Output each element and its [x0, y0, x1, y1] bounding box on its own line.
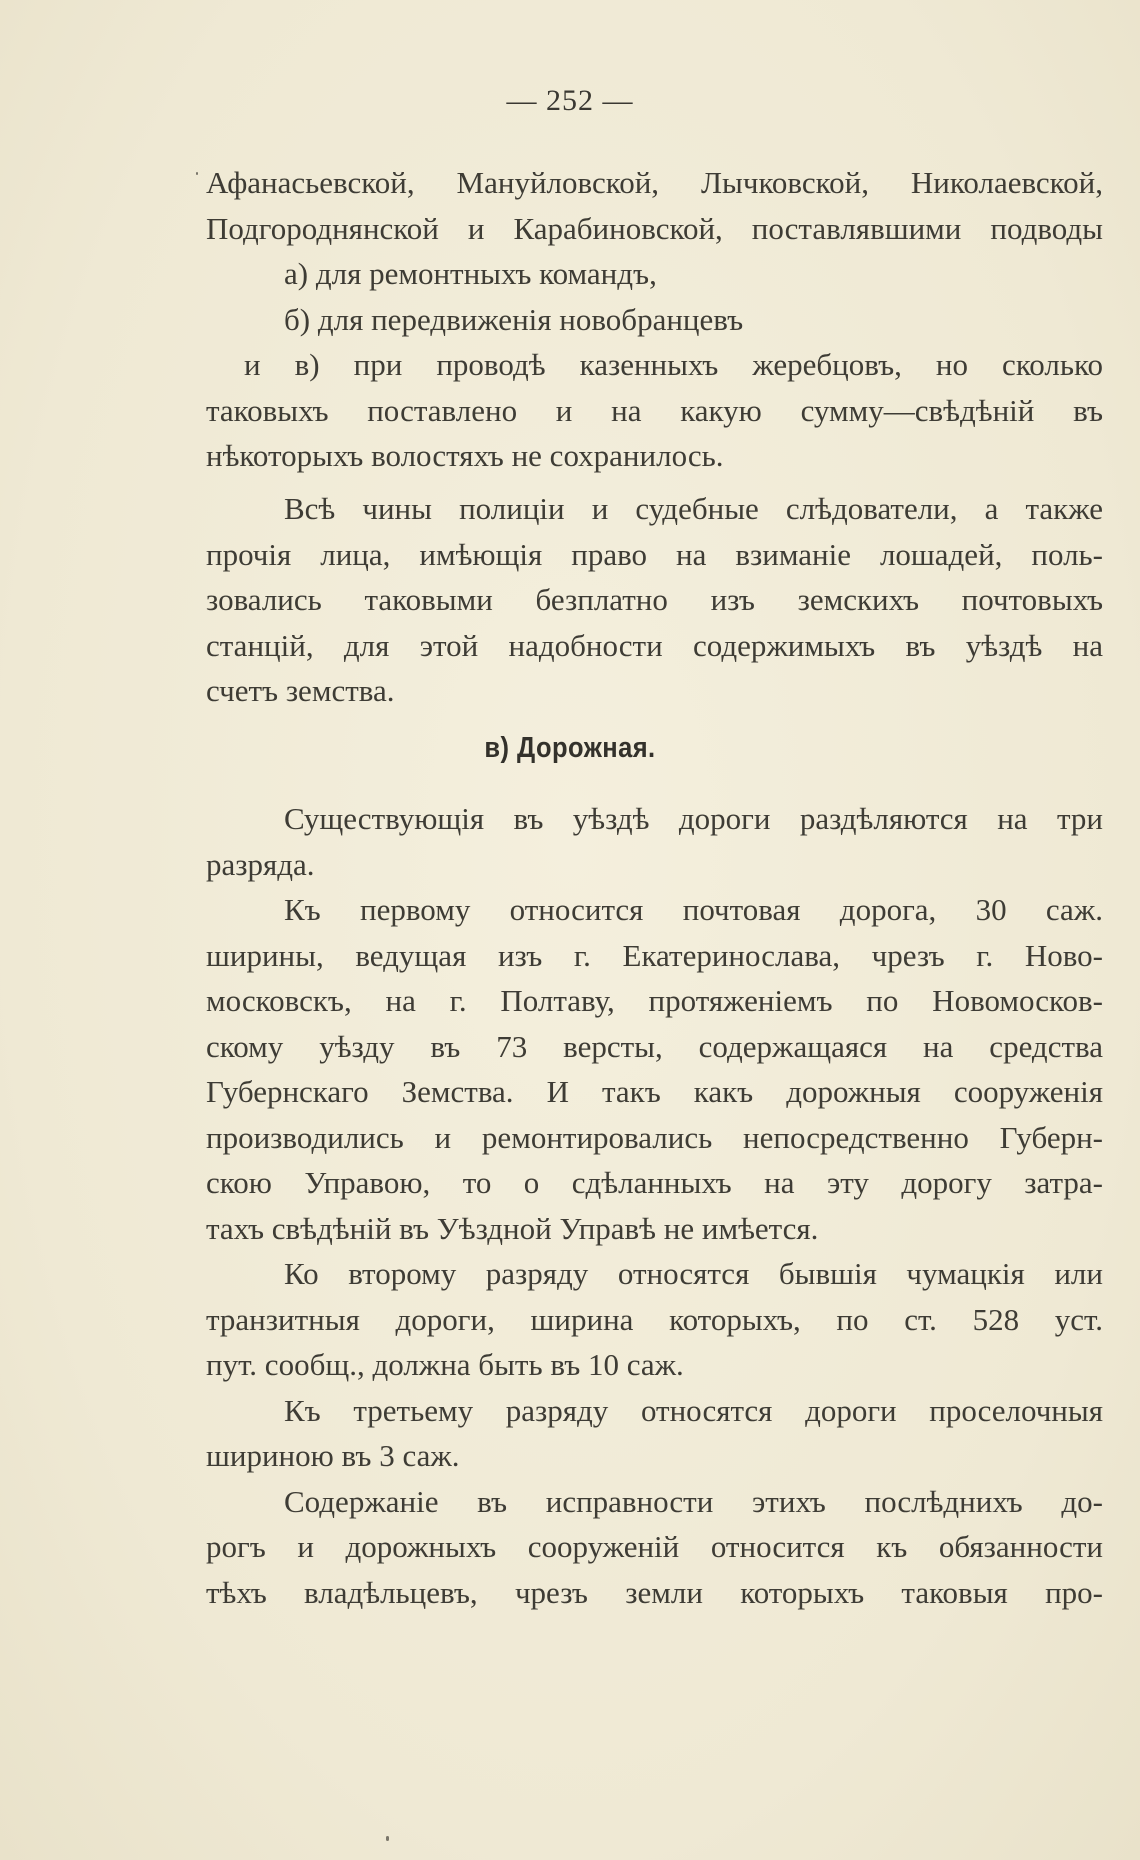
text-line: скому уѣзду въ 73 версты, содержащаяся на средства — [206, 1028, 1103, 1064]
text-line: Ко второму разряду относятся бывшія чумацкія или — [284, 1256, 1103, 1291]
paper-speck — [196, 172, 198, 175]
list-item-c: и в) при проводѣ казенныхъ жеребцовъ, но сколько — [244, 347, 1103, 382]
text-line: пут. сообщ., должна быть въ 10 саж. — [206, 1347, 684, 1382]
text-line: скою Управою, то о сдѣланныхъ на эту дорогу затра- — [206, 1165, 1103, 1200]
text-line: Содержаніе въ исправности этихъ послѣднихъ до- — [284, 1483, 1103, 1519]
paragraph-continuation — [206, 160, 1103, 479]
text-line: Всѣ чины полиціи и судебные слѣдователи, а также — [284, 491, 1103, 526]
text-line: транзитныя дороги, ширина которыхъ, по ст. 528 уст. — [206, 1301, 1103, 1337]
text-line: производились и ремонтировались непосредственно Губерн- — [206, 1119, 1103, 1155]
text-line: разряда. — [206, 846, 315, 882]
text-line: прочія лица, имѣющія право на взиманіе лошадей, поль- — [206, 536, 1103, 572]
list-item-a: а) для ремонтныхъ командъ, — [284, 256, 657, 291]
paragraph-police — [206, 486, 1103, 714]
text-line: Къ первому относится почтовая дорога, 30 саж. — [284, 892, 1103, 927]
section-body-roads — [206, 796, 1103, 1615]
text-line: Губернскаго Земства. И такъ какъ дорожныя сооруженія — [206, 1074, 1103, 1109]
paper-speck — [386, 1836, 389, 1841]
text-line: рогъ и дорожныхъ сооруженій относится къ обязанности — [206, 1529, 1103, 1564]
text-line: нѣкоторыхъ волостяхъ не сохранилось. — [206, 438, 724, 473]
text-line: ширины, ведущая изъ г. Екатеринослава, чрезъ г. Ново- — [206, 937, 1103, 973]
section-heading: в) Дорожная. — [484, 732, 656, 764]
text-line: тѣхъ владѣльцевъ, чрезъ земли которыхъ таковыя про- — [206, 1574, 1103, 1610]
text-line: счетъ земства. — [206, 673, 395, 708]
text-line: Афанасьевской, Мануйловской, Лычковской, Николаевской, — [206, 165, 1103, 200]
text-line: таковыхъ поставлено и на какую сумму—свѣдѣній въ — [206, 392, 1103, 428]
text-line: тахъ свѣдѣній въ Уѣздной Управѣ не имѣется. — [206, 1210, 819, 1246]
text-line: Подгороднянской и Карабиновской, поставлявшими подводы — [206, 210, 1103, 246]
text-line: Существующія въ уѣздѣ дороги раздѣляются на три — [284, 801, 1103, 836]
text-line: шириною въ 3 саж. — [206, 1438, 460, 1473]
text-line: зовались таковыми безплатно изъ земскихъ почтовыхъ — [206, 582, 1103, 617]
list-item-b: б) для передвиженія новобранцевъ — [284, 301, 744, 337]
text-line: московскъ, на г. Полтаву, протяженіемъ по Новомосков- — [206, 983, 1103, 1018]
page-number: — 252 — — [506, 84, 634, 117]
text-line: станцій, для этой надобности содержимыхъ въ уѣздѣ на — [206, 627, 1103, 663]
text-line: Къ третьему разряду относятся дороги проселочныя — [284, 1392, 1103, 1428]
